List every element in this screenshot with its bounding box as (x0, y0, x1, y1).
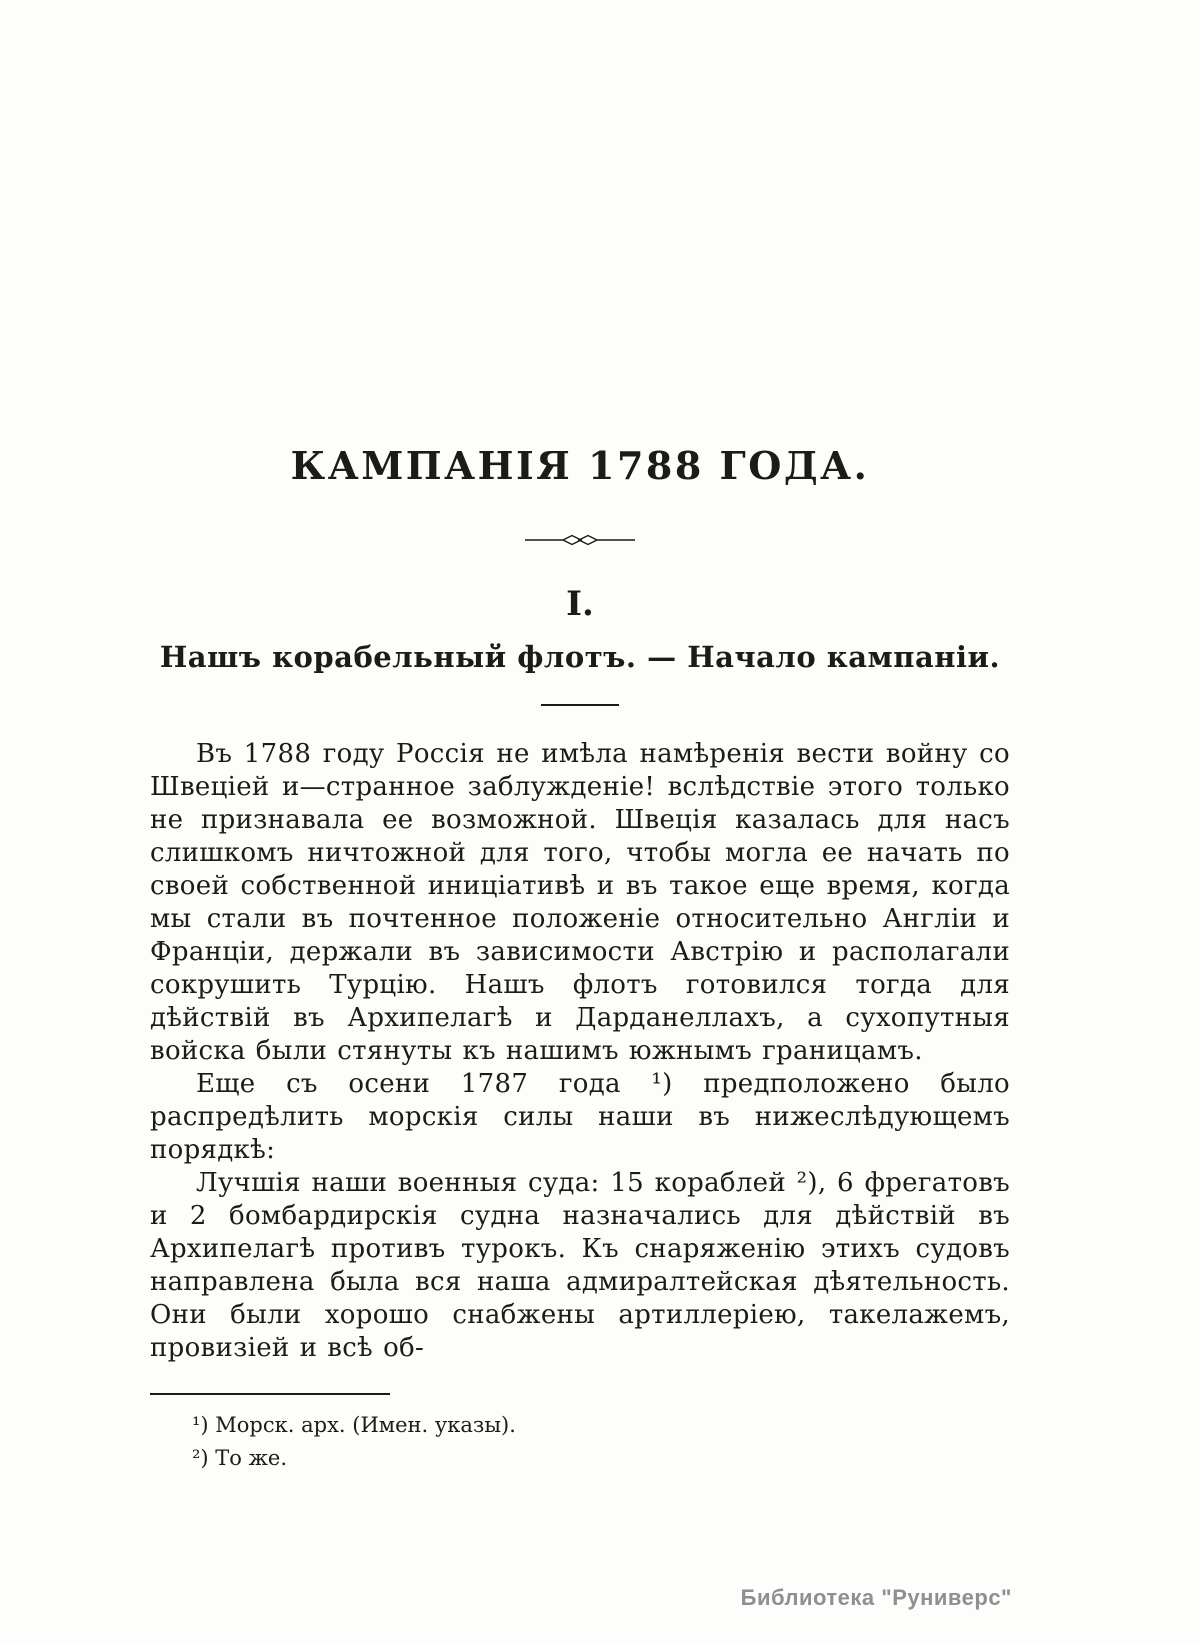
paragraph-3: Лучшія наши военныя суда: 15 кораблей ²), 6 фрегатовъ и 2 бомбардирскія судна назначались для дѣйствій въ Архипелагѣ противъ турокъ. Къ снаряженію этихъ судовъ направлена была вся наша адмиралтейская дѣятельность. Они были хорошо снабжены артиллеріею, такелажемъ, провизіей и всѣ об- (150, 1168, 1010, 1364)
paragraph-1: Въ 1788 году Россія не имѣла намѣренія вести войну со Швеціей и—странное заблужденіе! вслѣдствіе этого только не признавала ее возможной. Швеція казалась для насъ слишкомъ ничтожной для того, чтобы могла ее начать по своей собственной иниціативѣ и въ такое еще время, когда мы стали въ почтенное положеніе относительно Англіи и Франціи, держали въ зависимости Австрію и располагали сокрушить Турцію. Нашъ флотъ готовился тогда для дѣйствій въ Архипелагѣ и Дарданеллахъ, а сухопутныя войска были стянуты къ нашимъ южнымъ границамъ. (150, 739, 1010, 1067)
heading-rule (541, 704, 619, 706)
page-content (150, 0, 1010, 1474)
paragraph-2: Еще съ осени 1787 года ¹) предположено было распредѣлить морскія силы наши въ нижеслѣдующемъ порядкѣ: (150, 1069, 1010, 1166)
chapter-number: I. (566, 584, 594, 624)
footnotes (150, 1409, 1010, 1474)
watermark: Библиотека "Руниверс" (740, 1585, 1012, 1610)
divider-ornament-icon (150, 532, 1010, 548)
footnote-2: ²) То же. (192, 1445, 288, 1470)
chapter-heading: Нашъ корабельный флотъ. — Начало кампаніи. (159, 640, 1001, 674)
body-text (150, 738, 1010, 1365)
footnote-1: ¹) Морск. арх. (Имен. указы). (192, 1413, 516, 1438)
page-title: КАМПАНІЯ 1788 ГОДА. (290, 443, 870, 488)
footnote-rule (150, 1393, 390, 1395)
